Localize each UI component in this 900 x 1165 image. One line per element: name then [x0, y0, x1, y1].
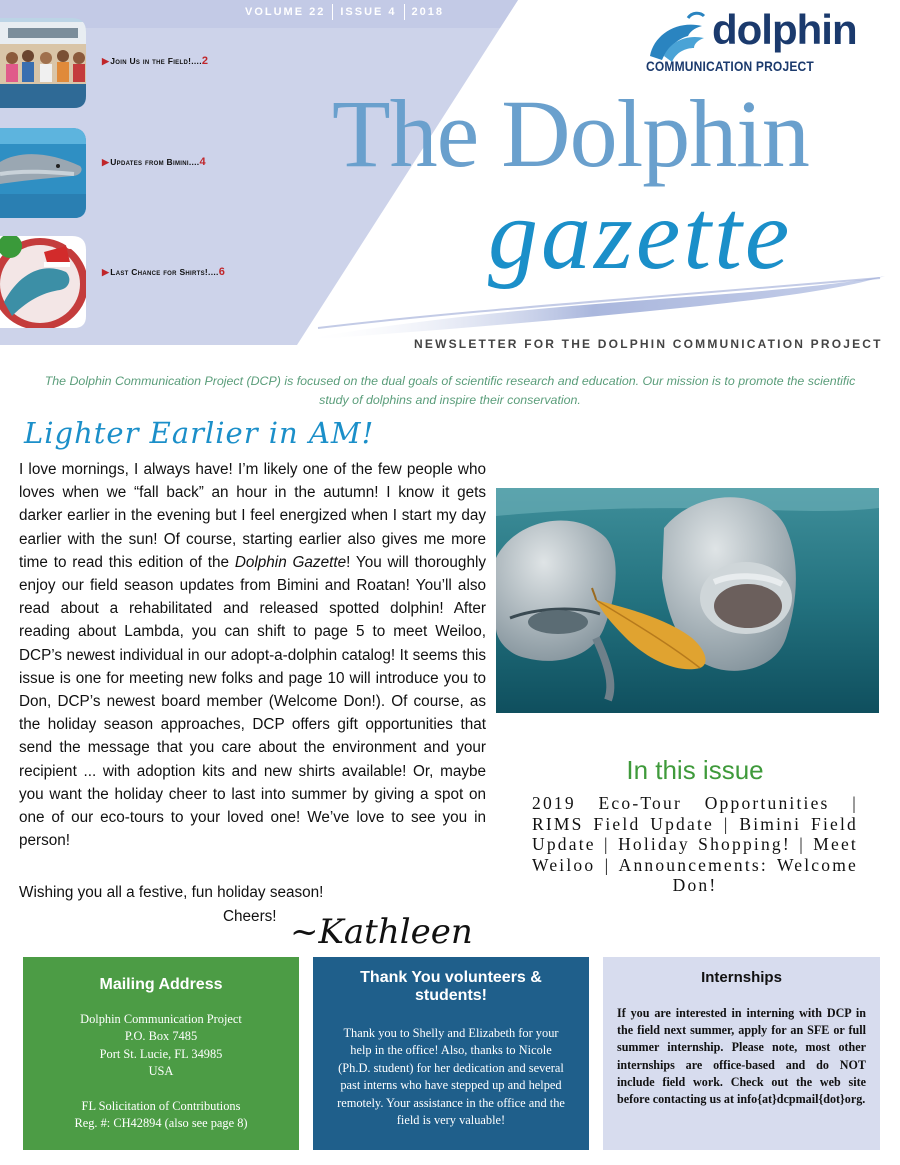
triangle-bullet-icon: ▶ — [102, 267, 110, 277]
toc-label: Updates from Bimini.... — [110, 157, 200, 167]
toc-label: Last Chance for Shirts!.... — [110, 267, 219, 277]
triangle-bullet-icon: ▶ — [102, 157, 110, 167]
in-this-issue-title: In this issue — [626, 755, 764, 785]
logo-wordmark: dolphin — [712, 6, 857, 53]
boat-photo-thumbnail — [0, 14, 86, 110]
year-label: 2018 — [411, 6, 445, 18]
toc-page: 6 — [218, 266, 226, 278]
masthead-gazette: gazette — [488, 179, 793, 290]
mission-statement: The Dolphin Communication Project (DCP) is focused on the dual goals of scientific research and education. Our mission is to promote the scientific study of dolphins and inspire their conservation. — [44, 374, 856, 407]
mailing-address-body — [23, 1011, 299, 1132]
article-closing: Wishing you all a festive, fun holiday season! — [19, 884, 324, 901]
toc-item-join-field[interactable] — [102, 55, 208, 67]
solicitation-line: FL Solicitation of Contributions — [81, 1098, 241, 1113]
thank-you-body: Thank you to Shelly and Elizabeth for your help in the office! Also, thanks to Nicole (Ph.D. student) for her dedication and several past interns who have stepped up and helped remotely. Your assistance in the office and the field is very valuable! — [337, 1026, 565, 1128]
newsletter-tagline: NEWSLETTER FOR THE DOLPHIN COMMUNICATION PROJECT — [414, 337, 883, 351]
internships-title: Internships — [701, 969, 782, 986]
internships-box — [603, 957, 880, 1150]
article-gazette-italic: Dolphin Gazette — [234, 553, 347, 571]
in-this-issue-list: 2019 Eco-Tour Opportunities | RIMS Field Update | Bimini Field Update | Holiday Shopping! | Meet Weiloo | Announcements: Welcome Don! — [532, 793, 858, 896]
mailing-address-box — [23, 957, 299, 1150]
article-text-part1: I love mornings, I always have! I’m likely one of the few people who loves when we “fall back” an hour in the autumn! I know it gets darker earlier in the evening but I feel energized when I start my day earlier with the sun! Of course, starting earlier also gives me more time to read this edition of the — [19, 461, 486, 571]
mailing-address-title: Mailing Address — [99, 976, 223, 993]
thank-you-title: Thank You volunteers & students! — [360, 969, 542, 1004]
volume-label: VOLUME 22 — [238, 4, 333, 20]
dolphins-photo — [496, 488, 879, 713]
address-line: P.O. Box 7485 — [124, 1029, 198, 1044]
address-line: Dolphin Communication Project — [80, 1012, 242, 1026]
logo-subtitle: COMMUNICATION PROJECT — [646, 58, 814, 74]
toc-page: 2 — [201, 55, 209, 67]
toc-item-bimini-updates[interactable] — [102, 156, 206, 168]
article-cheers: Cheers! — [223, 908, 277, 925]
toc-page: 4 — [199, 156, 206, 168]
holiday-shirt-thumbnail — [0, 232, 86, 330]
address-line: Port St. Lucie, FL 34985 — [99, 1046, 223, 1061]
issue-info — [238, 4, 498, 20]
article-title: Lighter Earlier in AM! — [24, 416, 375, 450]
toc-item-last-chance-shirts[interactable] — [102, 266, 225, 278]
toc-label: Join Us in the Field!.... — [110, 56, 202, 66]
author-signature: ~Kathleen — [290, 912, 473, 952]
dolphin-photo-thumbnail — [0, 124, 86, 220]
issue-label: ISSUE 4 — [333, 4, 404, 20]
solicitation-line: Reg. #: CH42894 (also see page 8) — [74, 1116, 248, 1131]
thank-you-box — [313, 957, 589, 1150]
article-body — [19, 458, 486, 852]
triangle-bullet-icon: ▶ — [102, 56, 110, 66]
masthead-title: The Dolphin — [332, 80, 809, 187]
article-text-part2: ! You will thoroughly enjoy our field season updates from Bimini and Roatan! You’ll also read about a rehabilitated and released spotted dolphin! After reading about Lambda, you can shift to page 5 to meet Weiloo, DCP’s newest individual in our adopt-a-dolphin catalog! It seems this issue is one for meeting new folks and page 10 will introduce you to Don, DCP’s newest board member (Welcome Don!). Of course, as the holiday season approaches, DCP offers gift opportunities that send the message that you care about the environment and your recipient ... with adoption kits and new shirts available! Or, maybe you want the holiday cheer to last into summer by giving a spot on one of our eco-tours to your loved one! We’ve love to see you in person! — [19, 553, 486, 850]
address-line: USA — [148, 1064, 174, 1079]
internships-body: If you are interested in interning with DCP in the field next summer, apply for an SFE or full summer internship. Please note, most other internships are office-based and do NOT include field work. Check out the web site before contacting us at info{at}dcpmail{dot}org. — [617, 1006, 866, 1107]
